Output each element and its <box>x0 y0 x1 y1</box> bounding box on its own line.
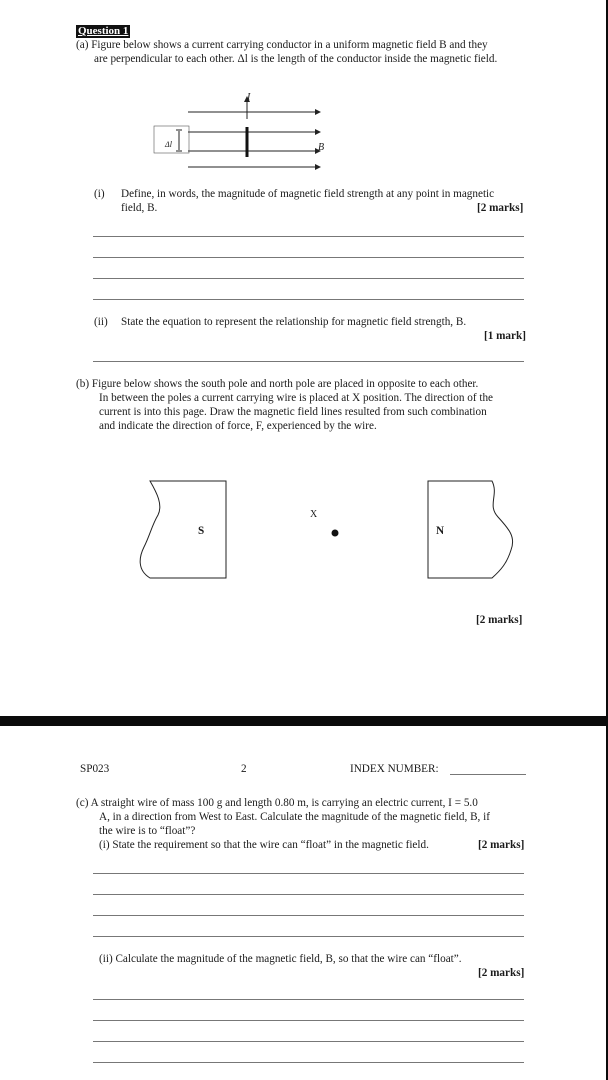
part-b-marks: [2 marks] <box>476 614 523 626</box>
part-c-line-2: A, in a direction from West to East. Calculate the magnitude of the magnetic field, B, if <box>99 811 490 823</box>
field-label-b: B <box>318 142 325 153</box>
wire-position-dot[interactable] <box>332 530 339 537</box>
index-number-field[interactable] <box>450 774 526 775</box>
part-a-line-1: (a) Figure below shows a current carrying conductor in a uniform magnetic field B and they <box>76 39 488 51</box>
part-c-line-3: the wire is to “float”? <box>99 825 196 837</box>
q-i-marks: [2 marks] <box>477 202 524 214</box>
exam-page-2 <box>0 726 606 1080</box>
answer-line[interactable] <box>93 361 524 362</box>
part-c-q-ii-marks: [2 marks] <box>478 967 525 979</box>
x-label: X <box>310 509 318 520</box>
south-pole-magnet <box>140 481 226 578</box>
q-i-line-2: field, B. <box>121 202 158 214</box>
answer-line[interactable] <box>93 894 524 895</box>
answer-line[interactable] <box>93 873 524 874</box>
current-label: I <box>247 92 251 103</box>
answer-line[interactable] <box>93 1062 524 1063</box>
answer-line[interactable] <box>93 257 524 258</box>
magnet-poles-diagram <box>135 475 525 585</box>
question-title: Question 1 <box>78 25 129 37</box>
index-number-label: INDEX NUMBER: <box>350 763 439 775</box>
answer-line[interactable] <box>93 915 524 916</box>
north-label: N <box>436 525 445 537</box>
answer-line[interactable] <box>93 278 524 279</box>
part-b-line-2: In between the poles a current carrying wire is placed at X position. The direction of the <box>99 392 494 404</box>
answer-line[interactable] <box>93 299 524 300</box>
answer-line[interactable] <box>93 936 524 937</box>
course-code: SP023 <box>80 763 110 775</box>
q-ii-number: (ii) <box>94 316 108 328</box>
conductor-field-diagram <box>150 85 340 175</box>
part-c-q-ii: (ii) Calculate the magnitude of the magnetic field, B, so that the wire can “float”. <box>99 953 462 965</box>
part-b-line-4: and indicate the direction of force, F, experienced by the wire. <box>99 420 377 432</box>
part-b-line-3: current is into this page. Draw the magnetic field lines resulted from such combination <box>99 406 487 418</box>
q-i-line-1: Define, in words, the magnitude of magnetic field strength at any point in magnetic <box>121 188 495 200</box>
south-label: S <box>198 525 205 537</box>
answer-line[interactable] <box>93 999 524 1000</box>
q-i-number: (i) <box>94 188 105 200</box>
page-number: 2 <box>241 763 247 775</box>
answer-line[interactable] <box>93 1020 524 1021</box>
part-c-q-i: (i) State the requirement so that the wire can “float” in the magnetic field. <box>99 839 429 851</box>
part-c-line-1: (c) A straight wire of mass 100 g and length 0.80 m, is carrying an electric current, I = 5.0 <box>76 797 478 809</box>
part-c-q-i-marks: [2 marks] <box>478 839 525 851</box>
part-b-line-1: (b) Figure below shows the south pole and north pole are placed in opposite to each other. <box>76 378 479 390</box>
q-ii-line-1: State the equation to represent the relationship for magnetic field strength, B. <box>121 316 467 328</box>
part-a-line-2: are perpendicular to each other. Δl is the length of the conductor inside the magnetic field. <box>94 53 498 65</box>
answer-line[interactable] <box>93 1041 524 1042</box>
answer-line[interactable] <box>93 236 524 237</box>
q-ii-marks: [1 mark] <box>484 330 526 342</box>
delta-l-label: Δl <box>165 140 172 149</box>
